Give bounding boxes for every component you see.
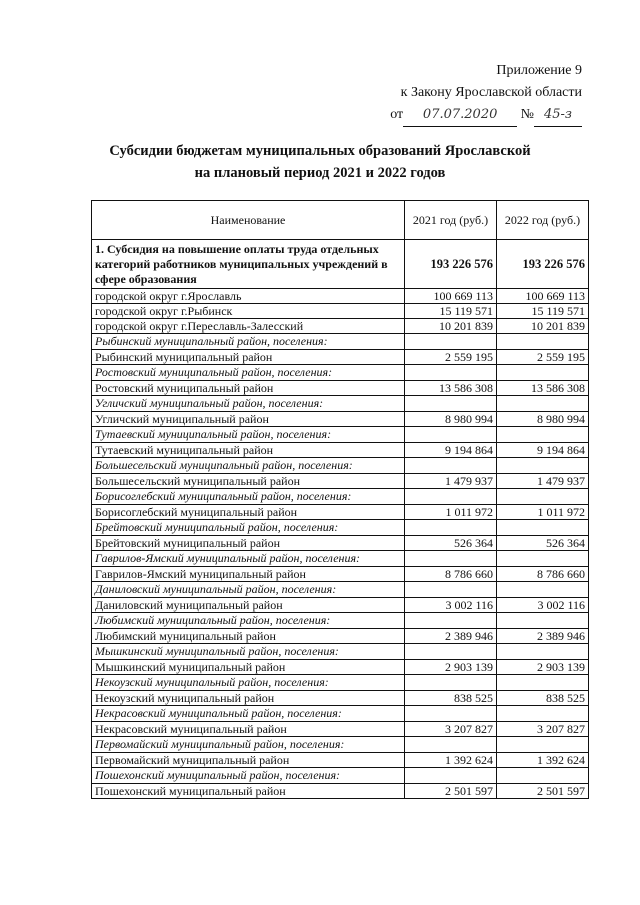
empty-cell <box>497 365 589 381</box>
subheading-label: Некрасовский муниципальный район, поселения: <box>92 706 405 722</box>
subsidy-table <box>91 200 589 799</box>
empty-cell <box>405 706 497 722</box>
row-name: Пошехонский муниципальный район <box>92 784 405 799</box>
row-value-2022: 10 201 839 <box>497 319 589 334</box>
empty-cell <box>497 551 589 567</box>
table-row <box>92 660 589 675</box>
row-value-2021: 15 119 571 <box>405 304 497 319</box>
table-row <box>92 536 589 551</box>
row-value-2021: 1 392 624 <box>405 753 497 768</box>
table-row <box>92 412 589 427</box>
row-value-2022: 15 119 571 <box>497 304 589 319</box>
row-value-2021: 2 389 946 <box>405 629 497 644</box>
row-name: Первомайский муниципальный район <box>92 753 405 768</box>
subheading-row <box>92 427 589 443</box>
row-value-2021: 8 786 660 <box>405 567 497 582</box>
empty-cell <box>497 644 589 660</box>
subheading-label: Большесельский муниципальный район, поселения: <box>92 458 405 474</box>
row-value-2022: 8 786 660 <box>497 567 589 582</box>
row-name: Брейтовский муниципальный район <box>92 536 405 551</box>
subheading-label: Брейтовский муниципальный район, поселения: <box>92 520 405 536</box>
row-value-2021: 1 479 937 <box>405 474 497 489</box>
table-row <box>92 784 589 799</box>
empty-cell <box>405 396 497 412</box>
subheading-row <box>92 489 589 505</box>
empty-cell <box>497 706 589 722</box>
row-name: Даниловский муниципальный район <box>92 598 405 613</box>
row-value-2022: 8 980 994 <box>497 412 589 427</box>
table-row <box>92 598 589 613</box>
row-value-2021: 526 364 <box>405 536 497 551</box>
subheading-row <box>92 644 589 660</box>
row-value-2022: 1 479 937 <box>497 474 589 489</box>
subheading-row <box>92 675 589 691</box>
section-2021: 193 226 576 <box>405 240 497 289</box>
row-value-2022: 2 903 139 <box>497 660 589 675</box>
empty-cell <box>497 520 589 536</box>
law-reference: к Закону Ярославской области <box>400 85 582 100</box>
subheading-label: Любимский муниципальный район, поселения: <box>92 613 405 629</box>
title-line-2: на плановый период 2021 и 2022 годов <box>194 165 446 181</box>
empty-cell <box>405 737 497 753</box>
row-value-2022: 1 392 624 <box>497 753 589 768</box>
empty-cell <box>405 644 497 660</box>
empty-cell <box>497 458 589 474</box>
row-name: Мышкинский муниципальный район <box>92 660 405 675</box>
empty-cell <box>497 768 589 784</box>
empty-cell <box>405 613 497 629</box>
table-row <box>92 722 589 737</box>
table-row <box>92 753 589 768</box>
number-label: № <box>520 107 534 122</box>
from-label: от <box>390 107 404 122</box>
row-name: Некрасовский муниципальный район <box>92 722 405 737</box>
subheading-label: Гаврилов-Ямский муниципальный район, поселения: <box>92 551 405 567</box>
column-header-name: Наименование <box>92 201 405 240</box>
table-row <box>92 474 589 489</box>
table-row <box>92 505 589 520</box>
row-name: городской округ г.Рыбинск <box>92 304 405 319</box>
row-value-2022: 838 525 <box>497 691 589 706</box>
row-name: городской округ г.Ярославль <box>92 289 405 304</box>
subheading-label: Некоузский муниципальный район, поселения: <box>92 675 405 691</box>
subheading-row <box>92 737 589 753</box>
appendix-label: Приложение 9 <box>496 63 582 78</box>
empty-cell <box>405 489 497 505</box>
row-value-2021: 1 011 972 <box>405 505 497 520</box>
empty-cell <box>497 489 589 505</box>
row-value-2021: 2 903 139 <box>405 660 497 675</box>
subheading-label: Пошехонский муниципальный район, поселения: <box>92 768 405 784</box>
empty-cell <box>497 675 589 691</box>
subheading-row <box>92 396 589 412</box>
table-row <box>92 304 589 319</box>
subheading-row <box>92 768 589 784</box>
row-value-2021: 100 669 113 <box>405 289 497 304</box>
row-name: Большесельский муниципальный район <box>92 474 405 489</box>
empty-cell <box>405 334 497 350</box>
empty-cell <box>497 427 589 443</box>
row-name: Гаврилов-Ямский муниципальный район <box>92 567 405 582</box>
empty-cell <box>405 520 497 536</box>
row-name: Некоузский муниципальный район <box>92 691 405 706</box>
row-value-2021: 2 501 597 <box>405 784 497 799</box>
row-value-2022: 100 669 113 <box>497 289 589 304</box>
row-value-2021: 3 002 116 <box>405 598 497 613</box>
row-value-2021: 8 980 994 <box>405 412 497 427</box>
row-value-2021: 9 194 864 <box>405 443 497 458</box>
subheading-label: Борисоглебский муниципальный район, поселения: <box>92 489 405 505</box>
section-name: 1. Субсидия на повышение оплаты труда отдельных категорий работников муниципальных учреждений в сфере образования <box>92 240 405 289</box>
empty-cell <box>497 613 589 629</box>
row-name: Любимский муниципальный район <box>92 629 405 644</box>
subheading-row <box>92 334 589 350</box>
row-value-2021: 3 207 827 <box>405 722 497 737</box>
document-header <box>342 60 582 127</box>
row-value-2022: 13 586 308 <box>497 381 589 396</box>
table-row <box>92 629 589 644</box>
subheading-row <box>92 365 589 381</box>
empty-cell <box>405 458 497 474</box>
handwritten-number: 45-з <box>534 104 582 127</box>
row-value-2022: 3 002 116 <box>497 598 589 613</box>
row-value-2021: 2 559 195 <box>405 350 497 365</box>
row-value-2021: 838 525 <box>405 691 497 706</box>
table-row <box>92 443 589 458</box>
table-row <box>92 289 589 304</box>
subheading-row <box>92 613 589 629</box>
column-header-2021: 2021 год (руб.) <box>405 201 497 240</box>
subheading-row <box>92 582 589 598</box>
document-title <box>60 140 580 184</box>
row-value-2022: 526 364 <box>497 536 589 551</box>
subheading-row <box>92 706 589 722</box>
row-name: Ростовский муниципальный район <box>92 381 405 396</box>
empty-cell <box>405 675 497 691</box>
section-row <box>92 240 589 289</box>
table-row <box>92 381 589 396</box>
row-value-2021: 13 586 308 <box>405 381 497 396</box>
row-value-2022: 2 389 946 <box>497 629 589 644</box>
subheading-label: Угличский муниципальный район, поселения: <box>92 396 405 412</box>
table-row <box>92 691 589 706</box>
law-date-number <box>342 104 582 127</box>
subheading-label: Ростовский муниципальный район, поселения: <box>92 365 405 381</box>
row-value-2022: 2 501 597 <box>497 784 589 799</box>
subheading-row <box>92 520 589 536</box>
row-name: Рыбинский муниципальный район <box>92 350 405 365</box>
subheading-label: Первомайский муниципальный район, поселения: <box>92 737 405 753</box>
handwritten-date: 07.07.2020 <box>403 104 517 127</box>
column-header-2022: 2022 год (руб.) <box>497 201 589 240</box>
row-value-2022: 1 011 972 <box>497 505 589 520</box>
empty-cell <box>405 768 497 784</box>
row-name: Угличский муниципальный район <box>92 412 405 427</box>
subheading-label: Тутаевский муниципальный район, поселения: <box>92 427 405 443</box>
empty-cell <box>405 427 497 443</box>
subheading-label: Мышкинский муниципальный район, поселения: <box>92 644 405 660</box>
table-row <box>92 350 589 365</box>
subheading-label: Даниловский муниципальный район, поселения: <box>92 582 405 598</box>
row-name: Борисоглебский муниципальный район <box>92 505 405 520</box>
row-value-2021: 10 201 839 <box>405 319 497 334</box>
row-name: Тутаевский муниципальный район <box>92 443 405 458</box>
row-value-2022: 2 559 195 <box>497 350 589 365</box>
row-value-2022: 9 194 864 <box>497 443 589 458</box>
subheading-row <box>92 551 589 567</box>
empty-cell <box>405 582 497 598</box>
empty-cell <box>497 582 589 598</box>
subheading-row <box>92 458 589 474</box>
row-name: городской округ г.Переславль-Залесский <box>92 319 405 334</box>
subheading-label: Рыбинский муниципальный район, поселения: <box>92 334 405 350</box>
section-2022: 193 226 576 <box>497 240 589 289</box>
empty-cell <box>405 551 497 567</box>
row-value-2022: 3 207 827 <box>497 722 589 737</box>
title-line-1: Субсидии бюджетам муниципальных образований Ярославской <box>109 143 531 159</box>
empty-cell <box>497 334 589 350</box>
empty-cell <box>497 737 589 753</box>
empty-cell <box>497 396 589 412</box>
table-row <box>92 567 589 582</box>
empty-cell <box>405 365 497 381</box>
table-row <box>92 319 589 334</box>
